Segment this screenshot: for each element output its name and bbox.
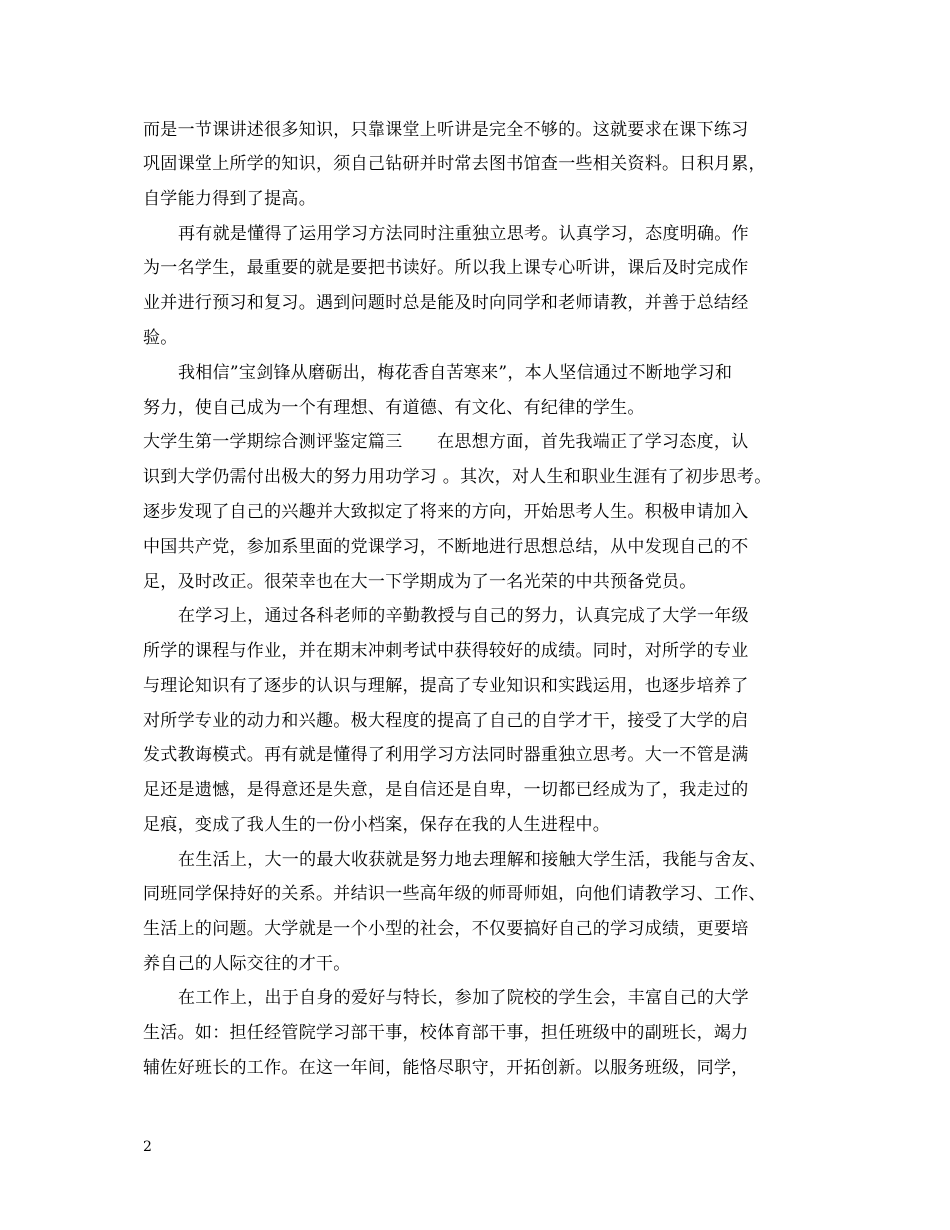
- text-line: 大学生第一学期综合测评鉴定篇三 在思想方面，首先我端正了学习态度，认: [143, 432, 749, 452]
- text-line: 在工作上，出于自身的爱好与特长，参加了院校的学生会，丰富自己的大学: [178, 988, 749, 1008]
- text-line: 巩固课堂上所学的知识，须自己钻研并时常去图书馆查一些相关资料。日积月累，: [143, 154, 766, 174]
- text-line: 验。: [143, 328, 178, 348]
- text-line: 自学能力得到了提高。: [143, 189, 316, 209]
- text-line: 生活。如：担任经管院学习部干事，校体育部干事，担任班级中的副班长，竭力: [143, 1023, 749, 1043]
- text-line: 中国共产党，参加系里面的党课学习，不断地进行思想总结，从中发现自己的不: [143, 537, 749, 557]
- text-line: 业并进行预习和复习。遇到问题时总是能及时向同学和老师请教，并善于总结经: [143, 293, 749, 313]
- text-line: 识到大学仍需付出极大的努力用功学习 。其次，对人生和职业生涯有了初步思考。: [143, 467, 772, 487]
- text-line: 在学习上，通过各科老师的辛勤教授与自己的努力，认真完成了大学一年级: [178, 606, 749, 626]
- text-line: 足痕，变成了我人生的一份小档案，保存在我的人生进程中。: [143, 815, 611, 835]
- text-line: 为一名学生，最重要的就是要把书读好。所以我上课专心听讲，课后及时完成作: [143, 258, 749, 278]
- text-line: 所学的课程与作业，并在期末冲刺考试中获得较好的成绩。同时，对所学的专业: [143, 641, 749, 661]
- text-line: 发式教诲模式。再有就是懂得了利用学习方法同时器重独立思考。大一不管是满: [143, 745, 749, 765]
- text-line: 养自己的人际交往的才干。: [143, 954, 351, 974]
- text-line: 逐步发现了自己的兴趣并大致拟定了将来的方向，开始思考人生。积极申请加入: [143, 502, 749, 522]
- text-line: 努力，使自己成为一个有理想、有道德、有文化、有纪律的学生。: [143, 398, 645, 418]
- text-line: 而是一节课讲述很多知识，只靠课堂上听讲是完全不够的。这就要求在课下练习: [143, 120, 749, 140]
- text-line: 足还是遗憾，是得意还是失意，是自信还是自卑，一切都已经成为了，我走过的: [143, 780, 749, 800]
- text-line: 生活上的问题。大学就是一个小型的社会，不仅要搞好自己的学习成绩，更要培: [143, 919, 749, 939]
- text-line: 辅佐好班长的工作。在这一年间，能恪尽职守，开拓创新。以服务班级，同学，: [143, 1058, 749, 1078]
- text-line: 再有就是懂得了运用学习方法同时注重独立思考。认真学习，态度明确。作: [178, 224, 749, 244]
- text-line: 与理论知识有了逐步的认识与理解，提高了专业知识和实践运用，也逐步培养了: [143, 676, 749, 696]
- text-line: 我相信”宝剑锋从磨砺出，梅花香自苦寒来”，本人坚信通过不断地学习和: [178, 363, 733, 383]
- page-number: 2: [143, 1139, 152, 1155]
- text-line: 对所学专业的动力和兴趣。极大程度的提高了自己的自学才干，接受了大学的启: [143, 711, 749, 731]
- text-line: 同班同学保持好的关系。并结识一些高年级的师哥师姐，向他们请教学习、工作、: [143, 884, 766, 904]
- text-line: 足，及时改正。很荣幸也在大一下学期成为了一名光荣的中共预备党员。: [143, 572, 697, 592]
- text-line: 在生活上，大一的最大收获就是努力地去理解和接触大学生活，我能与舍友、: [178, 850, 767, 870]
